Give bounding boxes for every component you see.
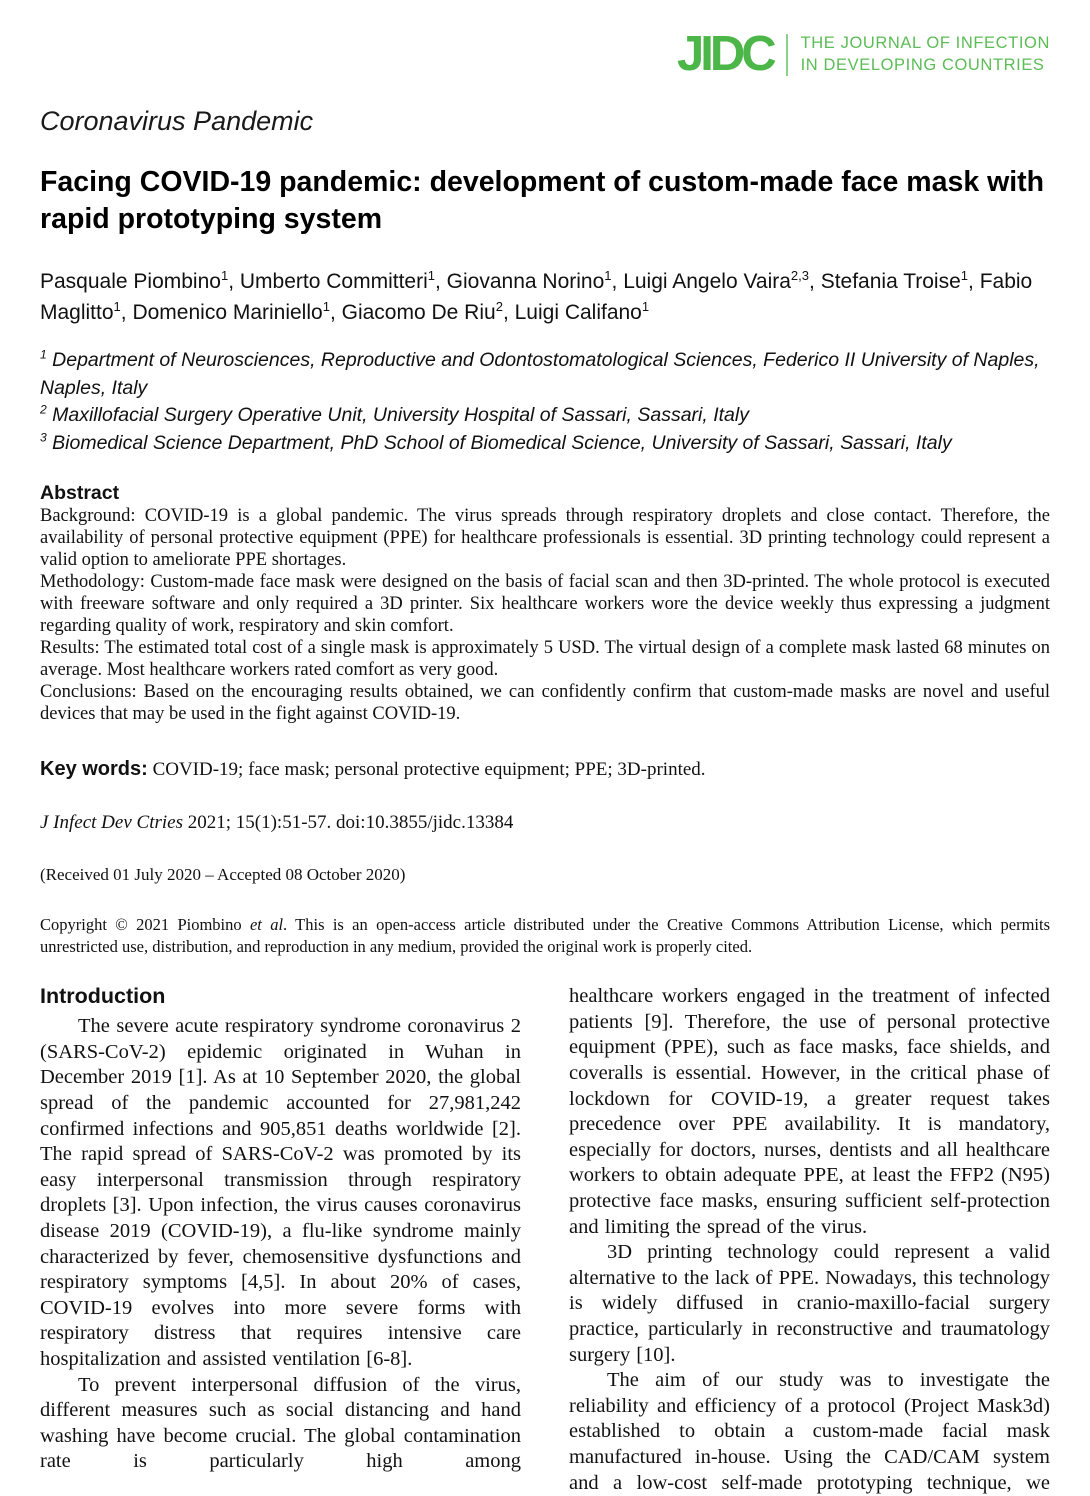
journal-header (40, 0, 1050, 79)
copyright-notice (40, 914, 1050, 960)
abstract-paragraph-background: Background: COVID-19 is a global pandemic. The virus spreads through respiratory droplets and close contact. Therefore, the availability of personal protective equipment (PPE) for healthcare professionals is essential. 3D printing technology could represent a valid option to ameliorate PPE shortages. (40, 505, 1050, 570)
introduction-paragraph-3: 3D printing technology could represent a valid alternative to the lack of PPE. Nowadays, this technology is widely diffused in cranio-maxillo-facial surgery practice, particularly in reconstructive and traumatology surgery [10]. (569, 1241, 1050, 1366)
introduction-heading: Introduction (40, 984, 166, 1009)
citation-journal-name: J Infect Dev Ctries (40, 811, 183, 833)
abstract-paragraph-results: Results: The estimated total cost of a single mask is approximately 5 USD. The virtual design of a complete mask lasted 68 minutes on average. Most healthcare workers rated comfort as very good. (40, 637, 1050, 680)
keywords-label: Key words: (40, 757, 148, 780)
copyright-post: . This is an open-access article distributed under the Creative Commons Attribution License, which permits unrestricted use, distribution, and reproduction in any medium, provided the original work is properly cited. (40, 914, 1050, 957)
section-label: Coronavirus Pandemic (40, 106, 314, 136)
right-column (569, 984, 1050, 1496)
copyright-pre: Copyright © 2021 Piombino (40, 914, 250, 934)
affiliation-line: $^1$ Department of Neurosciences, Reproductive and Odontostomatological Sciences, Federico II University of Naples, Naples, Italy (40, 347, 1040, 399)
left-column (40, 984, 521, 1496)
journal-name-line2: IN DEVELOPING COUNTRIES (800, 55, 1045, 74)
jidc-logo (676, 27, 1050, 81)
keywords-line (40, 758, 1050, 781)
abstract-section (40, 482, 1050, 725)
copyright-etal: et al (249, 914, 284, 934)
introduction-paragraph-1: The severe acute respiratory syndrome coronavirus 2 (SARS-CoV-2) epidemic originated in Wuhan in December 2019 [1]. As at 10 September 2020, the global spread of the pandemic accounted for 27,981,242 confirmed infections and 905,851 deaths worldwide [2]. The rapid spread of SARS-CoV-2 was promoted by its easy interpersonal transmission through respiratory droplets [3]. Upon infection, the virus causes coronavirus disease 2019 (COVID-19), a flu-like syndrome mainly characterized by fever, chemosensitive dysfunctions and respiratory symptoms [4,5]. In about 20% of cases, COVID-19 evolves into more severe forms with respiratory distress that requires intensive care hospitalization and assisted ventilation [6-8]. (40, 1015, 521, 1370)
journal-name (801, 33, 1050, 77)
received-accepted-line: (Received 01 July 2020 – Accepted 08 October 2020) (40, 864, 406, 884)
body-columns (40, 984, 1050, 1496)
journal-name-line1: THE JOURNAL OF INFECTION (800, 33, 1050, 52)
abstract-paragraph-methodology: Methodology: Custom-made face mask were designed on the basis of facial scan and then 3D-printed. The whole protocol is executed with freeware software and only required a 3D printer. Six healthcare workers wore the device weekly thus expressing a judgment regarding quality of work, respiratory and skin comfort. (40, 571, 1050, 636)
article-title: Facing COVID-19 pandemic: development of custom-made face mask with rapid prototyping system (40, 166, 1045, 236)
keywords-text: COVID-19; face mask; personal protective equipment; PPE; 3D-printed. (152, 758, 706, 780)
introduction-paragraph-4: The aim of our study was to investigate the reliability and efficiency of a protocol (Project Mask3d) established to obtain a custom-made facial mask manufactured in-house. Using the CAD/CAM system and a low-cost self-made prototyping technique, we (569, 1369, 1050, 1494)
introduction-paragraph-2: To prevent interpersonal diffusion of the virus, different measures such as social distancing and hand washing have become crucial. The global contamination rate is particularly high among (40, 1373, 521, 1473)
affiliation-line: $^2$ Maxillofacial Surgery Operative Unit, University Hospital of Sassari, Sassari, Italy (40, 402, 749, 427)
introduction-paragraph-2-continued: healthcare workers engaged in the treatment of infected patients [9]. Therefore, the use of personal protective equipment (PPE), such as face masks, face shields, and coveralls is essential. However, in the critical phase of lockdown for COVID-19, a greater request takes precedence over PPE availability. It is mandatory, especially for doctors, nurses, dentists and all healthcare workers to obtain adequate PPE, at least the FFP2 (N95) protective face masks, ensuring sufficient self-protection and limiting the spread of the virus. (569, 985, 1050, 1238)
citation-line (40, 812, 1050, 834)
abstract-heading: Abstract (40, 481, 120, 504)
citation-details: 2021; 15(1):51-57. doi:10.3855/jidc.13384 (182, 811, 514, 833)
abstract-paragraph-conclusions: Conclusions: Based on the encouraging results obtained, we can confidently confirm that custom-made masks are novel and useful devices that may be used in the fight against COVID-19. (40, 681, 1050, 724)
affiliations (40, 347, 1050, 458)
logo-divider-rule (786, 34, 788, 76)
authors-line: Pasquale Piombino$^1$, Umberto Committeri$^1$, Giovanna Norino$^1$, Luigi Angelo Vaira$^{2,3}$, Stefania Troise$^1$, Fabio Maglitto$^1$, Domenico Mariniello$^1$, Giacomo De Riu$^2$, Luigi Califano$^1$ (40, 268, 1033, 324)
affiliation-line: $^3$ Biomedical Science Department, PhD School of Biomedical Science, University of Sassari, Sassari, Italy (40, 430, 952, 455)
jidc-logo-acronym: JIDC (676, 27, 773, 81)
abstract-body (40, 505, 1050, 725)
